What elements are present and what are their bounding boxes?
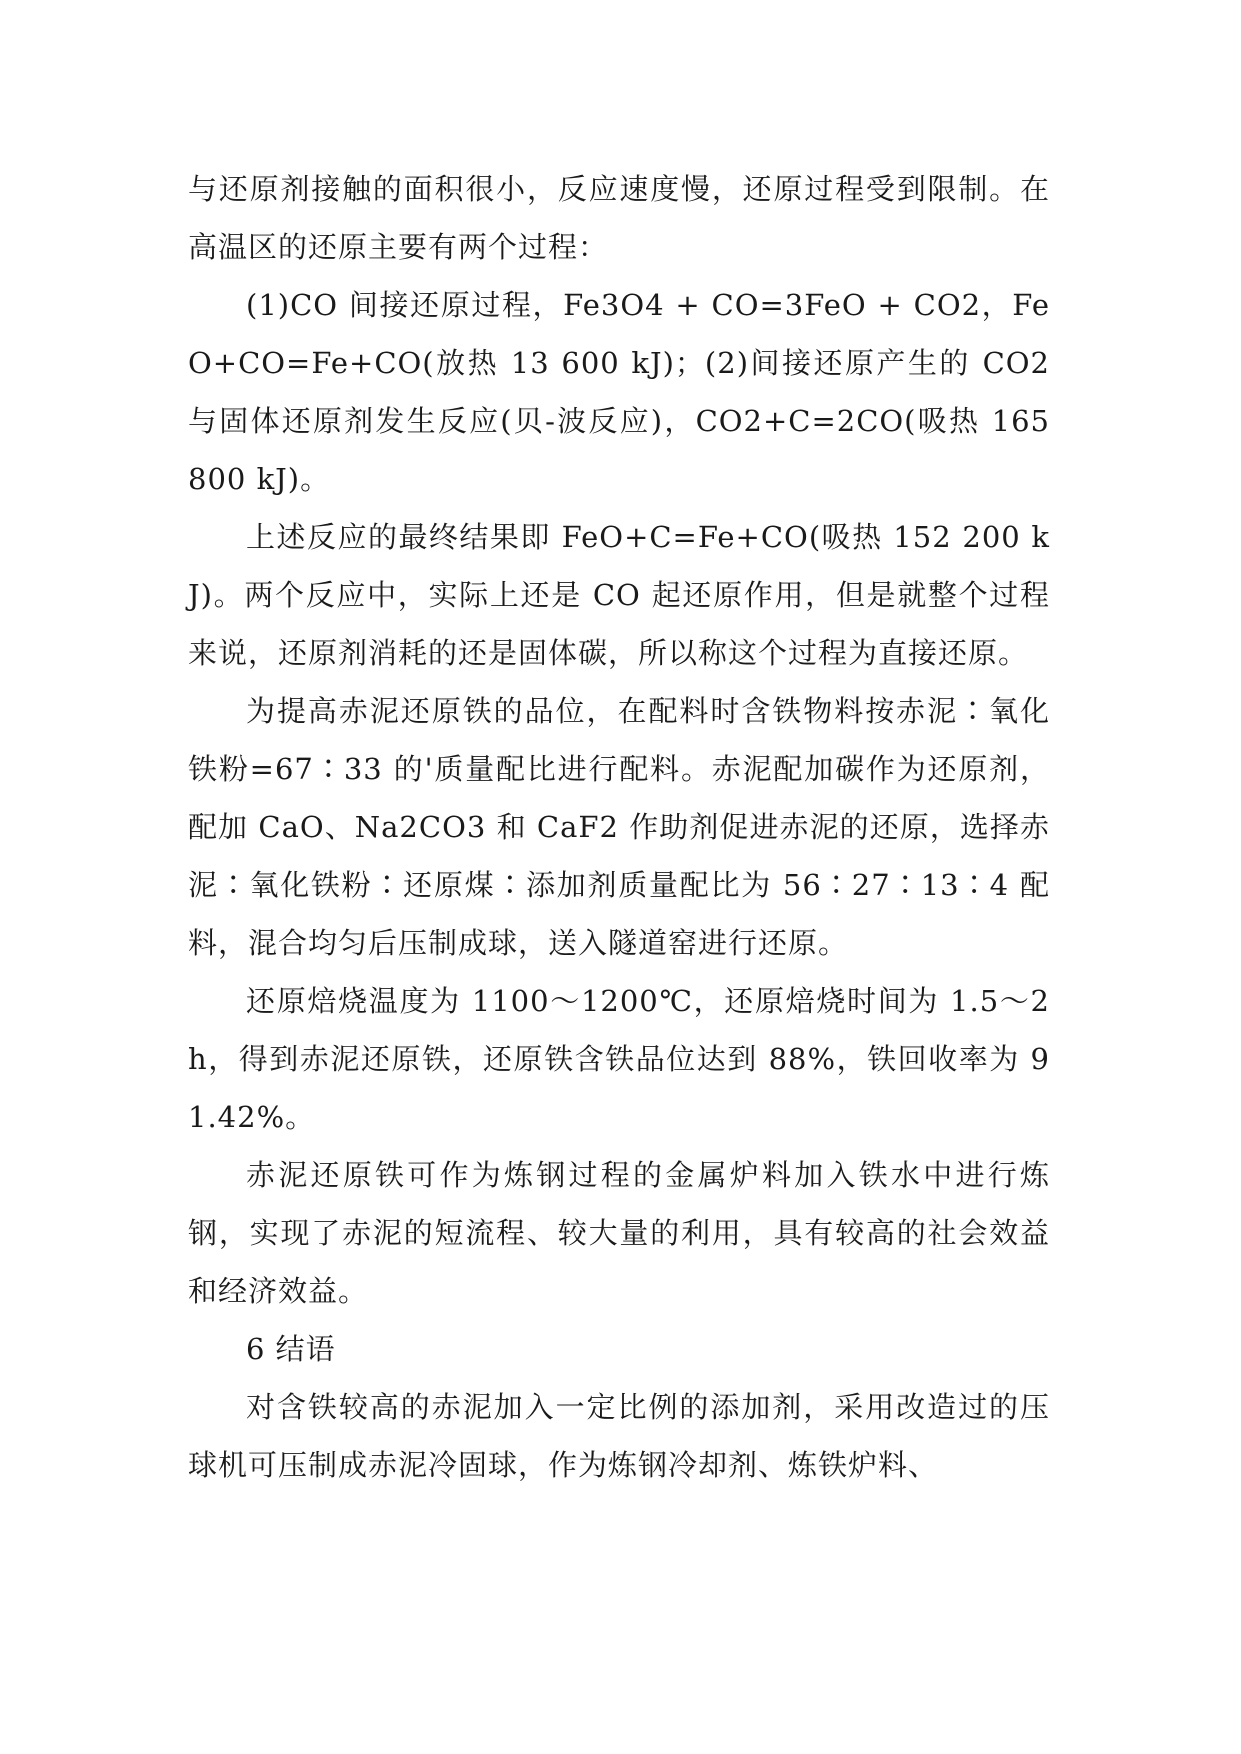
document-body [188,160,1050,1494]
paragraph-steelmaking: 赤泥还原铁可作为炼钢过程的金属炉料加入铁水中进行炼钢，实现了赤泥的短流程、较大量的利用，具有较高的社会效益和经济效益。 [188,1158,1050,1308]
paragraph-reactions: (1)CO 间接还原过程，Fe3O4 + CO=3FeO + CO2，FeO+CO=Fe+CO(放热 13 600 kJ)；(2)间接还原产生的 CO2 与固体还原剂发生反应(贝-波反应)，CO2+C=2CO(吸热 165 800 kJ)。 [188,288,1050,496]
paragraph-conclusion: 对含铁较高的赤泥加入一定比例的添加剂，采用改造过的压球机可压制成赤泥冷固球，作为炼钢冷却剂、炼铁炉料、 [188,1390,1050,1482]
paragraph-final-result: 上述反应的最终结果即 FeO+C=Fe+CO(吸热 152 200 kJ)。两个反应中，实际上还是 CO 起还原作用，但是就整个过程来说，还原剂消耗的还是固体碳，所以称这个过程为直接还原。 [188,520,1050,670]
section-heading-conclusion: 6 结语 [246,1332,336,1366]
paragraph-intro: 与还原剂接触的面积很小，反应速度慢，还原过程受到限制。在高温区的还原主要有两个过程： [188,172,1050,264]
paragraph-roasting: 还原焙烧温度为 1100～1200℃，还原焙烧时间为 1.5～2h，得到赤泥还原铁，还原铁含铁品位达到 88%，铁回收率为 91.42%。 [188,984,1050,1134]
paragraph-batching: 为提高赤泥还原铁的品位，在配料时含铁物料按赤泥∶氧化铁粉=67∶33 的'质量配比进行配料。赤泥配加碳作为还原剂，配加 CaO、Na2CO3 和 CaF2 作助剂促进赤泥的还原，选择赤泥∶氧化铁粉∶还原煤∶添加剂质量配比为 56∶27∶13∶4 配料，混合均匀后压制成球，送入隧道窑进行还原。 [188,694,1050,960]
